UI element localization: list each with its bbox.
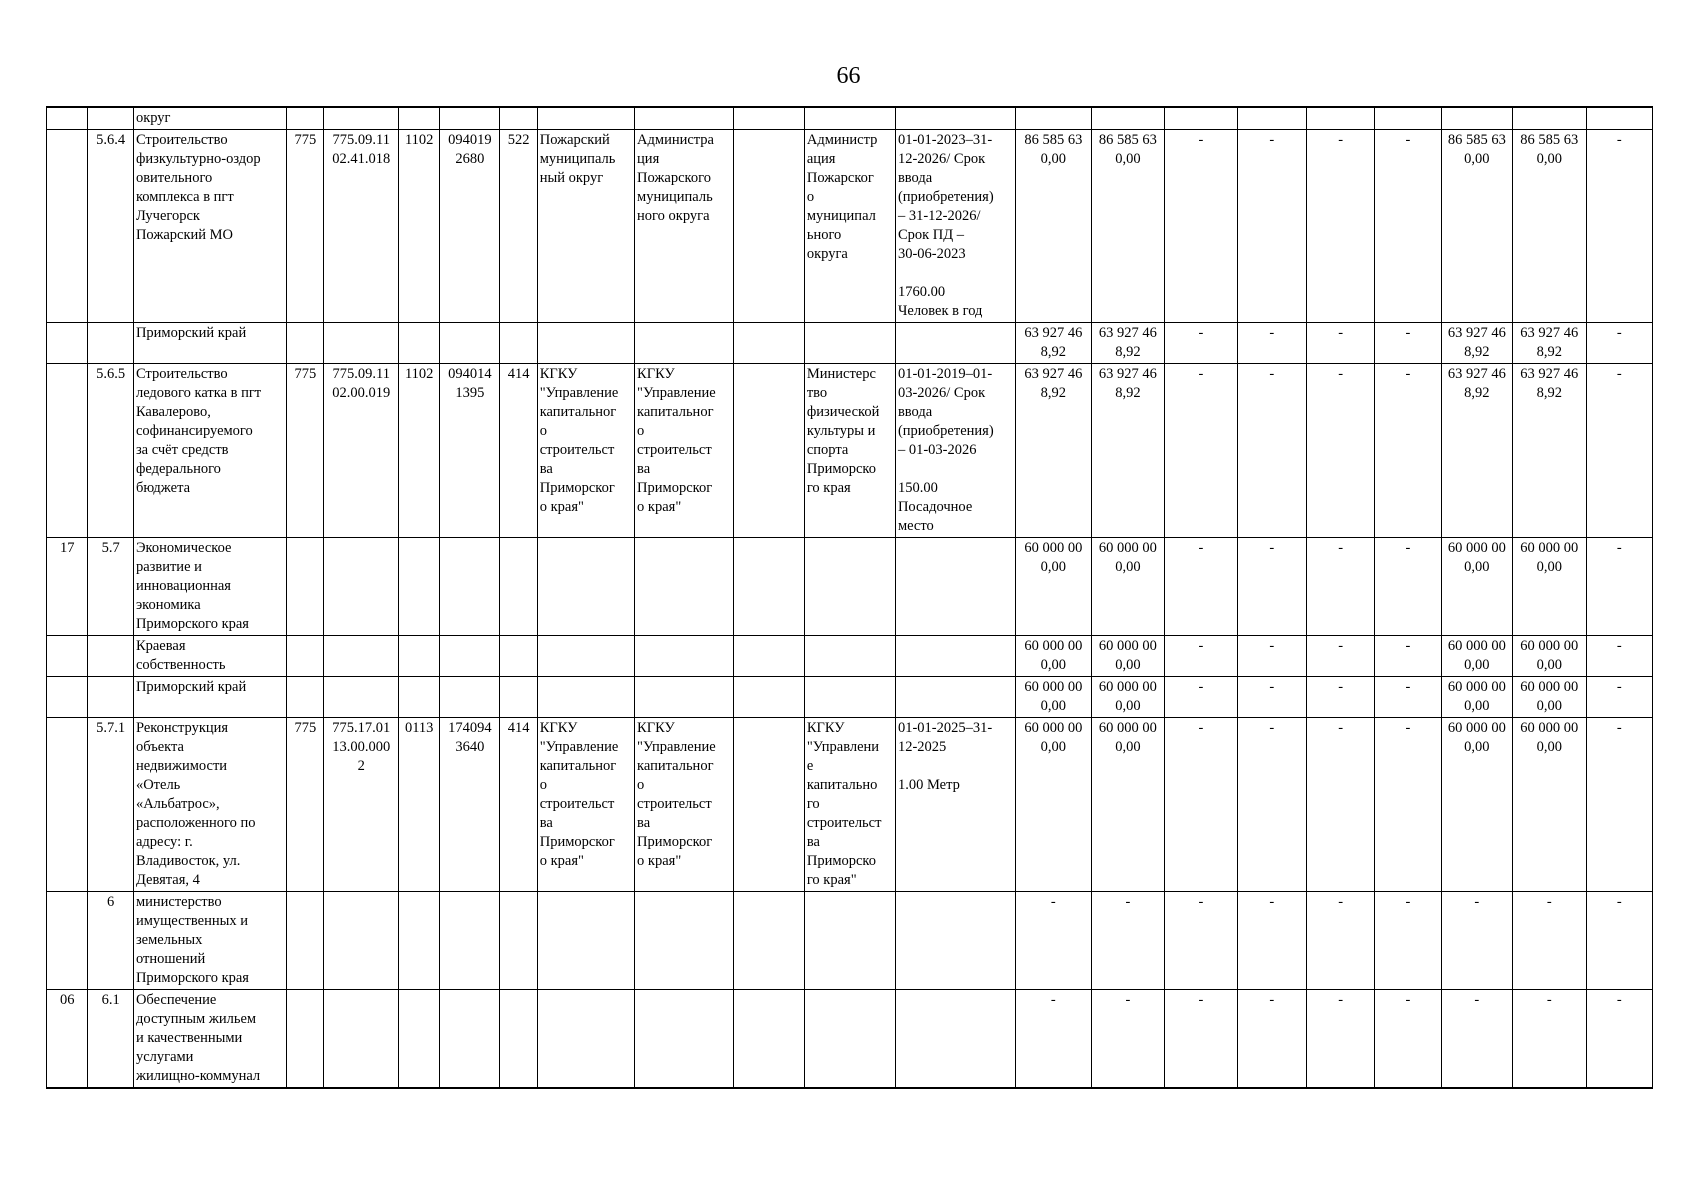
cell-term-and-capacity (895, 107, 1015, 130)
table-row (47, 364, 1653, 538)
cell-amount-8 (1513, 107, 1587, 130)
cell-amount-2 (1091, 107, 1165, 130)
cell-customer: КГКУ "Управление капитальног о строительст ва Приморског о края" (537, 718, 634, 892)
cell-object-name: Экономическое развитие и инновационная экономика Приморского края (133, 538, 286, 636)
cell-amount-7 (1441, 107, 1512, 130)
cell-expense-type (500, 323, 537, 364)
cell-amount-7: 60 000 00 0,00 (1441, 677, 1512, 718)
cell-amount-3 (1165, 107, 1237, 130)
cell-amount-7: 63 927 46 8,92 (1441, 323, 1512, 364)
cell-responsible-executor (804, 636, 895, 677)
cell-section-code (399, 538, 440, 636)
cell-amount-9: - (1586, 892, 1652, 990)
cell-customer (537, 990, 634, 1089)
cell-grbs-code (287, 107, 324, 130)
cell-row-number (47, 107, 88, 130)
cell-amount-2: 63 927 46 8,92 (1091, 364, 1165, 538)
cell-target-article: 775.09.11 02.41.018 (324, 130, 399, 323)
cell-term-and-capacity: 01-01-2019–01- 03-2026/ Срок ввода (приобретения) – 01-03-2026 150.00 Посадочное место (895, 364, 1015, 538)
cell-amount-8: 60 000 00 0,00 (1513, 677, 1587, 718)
cell-target-article: 775.09.11 02.00.019 (324, 364, 399, 538)
table-row (47, 892, 1653, 990)
cell-responsible-executor: Администр ация Пожарског о муниципал ьного округа (804, 130, 895, 323)
cell-amount-8: - (1513, 990, 1587, 1089)
cell-amount-3: - (1165, 364, 1237, 538)
cell-empty-column (734, 636, 804, 677)
cell-amount-2: 60 000 00 0,00 (1091, 538, 1165, 636)
cell-expense-type: 414 (500, 718, 537, 892)
cell-responsible-executor: Министерс тво физической культуры и спорта Приморско го края (804, 364, 895, 538)
cell-csr-code (440, 107, 500, 130)
cell-target-article (324, 677, 399, 718)
cell-amount-6: - (1375, 323, 1441, 364)
cell-csr-code: 094014 1395 (440, 364, 500, 538)
cell-expense-type (500, 538, 537, 636)
cell-amount-9: - (1586, 364, 1652, 538)
cell-target-article (324, 323, 399, 364)
cell-grbs-code (287, 892, 324, 990)
cell-csr-code (440, 892, 500, 990)
cell-item-code: 5.7 (88, 538, 134, 636)
cell-amount-4: - (1237, 677, 1306, 718)
cell-customer: Пожарский муниципаль ный округ (537, 130, 634, 323)
cell-section-code (399, 892, 440, 990)
cell-amount-1: - (1016, 990, 1092, 1089)
cell-row-number (47, 636, 88, 677)
cell-expense-type (500, 892, 537, 990)
cell-expense-type (500, 990, 537, 1089)
cell-object-name: Приморский край (133, 323, 286, 364)
cell-csr-code (440, 990, 500, 1089)
cell-row-number (47, 323, 88, 364)
cell-csr-code: 094019 2680 (440, 130, 500, 323)
cell-expense-type (500, 636, 537, 677)
cell-amount-7: - (1441, 892, 1512, 990)
cell-amount-7: 86 585 63 0,00 (1441, 130, 1512, 323)
cell-amount-1: 86 585 63 0,00 (1016, 130, 1092, 323)
cell-section-code (399, 323, 440, 364)
cell-amount-7: 60 000 00 0,00 (1441, 718, 1512, 892)
cell-object-name: Строительство ледового катка в пгт Кавалерово, софинансируемого за счёт средств федерального бюджета (133, 364, 286, 538)
cell-amount-5: - (1307, 323, 1375, 364)
cell-amount-9: - (1586, 677, 1652, 718)
cell-item-code (88, 323, 134, 364)
cell-amount-9: - (1586, 636, 1652, 677)
cell-amount-5: - (1307, 990, 1375, 1089)
cell-amount-1 (1016, 107, 1092, 130)
cell-object-name: округ (133, 107, 286, 130)
cell-csr-code (440, 677, 500, 718)
cell-amount-9: - (1586, 130, 1652, 323)
cell-term-and-capacity (895, 323, 1015, 364)
cell-amount-2: 60 000 00 0,00 (1091, 636, 1165, 677)
cell-section-code (399, 636, 440, 677)
table-row (47, 990, 1653, 1089)
cell-amount-5: - (1307, 677, 1375, 718)
cell-section-code: 1102 (399, 130, 440, 323)
cell-executor (635, 990, 734, 1089)
cell-amount-5: - (1307, 718, 1375, 892)
cell-amount-6: - (1375, 636, 1441, 677)
cell-row-number: 17 (47, 538, 88, 636)
cell-grbs-code (287, 323, 324, 364)
cell-customer (537, 636, 634, 677)
cell-row-number: 06 (47, 990, 88, 1089)
cell-amount-6: - (1375, 718, 1441, 892)
cell-empty-column (734, 990, 804, 1089)
cell-executor (635, 107, 734, 130)
cell-amount-5: - (1307, 892, 1375, 990)
cell-grbs-code (287, 677, 324, 718)
cell-amount-6: - (1375, 990, 1441, 1089)
cell-amount-2: 60 000 00 0,00 (1091, 718, 1165, 892)
cell-amount-6: - (1375, 538, 1441, 636)
cell-empty-column (734, 718, 804, 892)
cell-amount-1: - (1016, 892, 1092, 990)
cell-amount-8: - (1513, 892, 1587, 990)
cell-amount-1: 63 927 46 8,92 (1016, 364, 1092, 538)
cell-amount-2: - (1091, 892, 1165, 990)
cell-executor (635, 677, 734, 718)
cell-term-and-capacity (895, 990, 1015, 1089)
cell-amount-9: - (1586, 990, 1652, 1089)
cell-item-code: 6.1 (88, 990, 134, 1089)
cell-amount-3: - (1165, 718, 1237, 892)
cell-target-article (324, 636, 399, 677)
budget-table (46, 106, 1653, 1089)
cell-amount-6 (1375, 107, 1441, 130)
cell-grbs-code (287, 538, 324, 636)
cell-amount-8: 63 927 46 8,92 (1513, 323, 1587, 364)
cell-responsible-executor (804, 990, 895, 1089)
cell-target-article (324, 107, 399, 130)
cell-term-and-capacity (895, 892, 1015, 990)
cell-item-code: 5.7.1 (88, 718, 134, 892)
cell-amount-8: 60 000 00 0,00 (1513, 538, 1587, 636)
cell-executor (635, 636, 734, 677)
cell-amount-7: 60 000 00 0,00 (1441, 636, 1512, 677)
cell-amount-2: 60 000 00 0,00 (1091, 677, 1165, 718)
cell-empty-column (734, 364, 804, 538)
cell-amount-4: - (1237, 323, 1306, 364)
cell-executor (635, 323, 734, 364)
cell-amount-1: 63 927 46 8,92 (1016, 323, 1092, 364)
cell-grbs-code: 775 (287, 718, 324, 892)
cell-amount-9: - (1586, 538, 1652, 636)
cell-amount-4: - (1237, 538, 1306, 636)
cell-amount-2: 86 585 63 0,00 (1091, 130, 1165, 323)
cell-empty-column (734, 892, 804, 990)
cell-expense-type (500, 677, 537, 718)
cell-csr-code (440, 538, 500, 636)
cell-section-code: 1102 (399, 364, 440, 538)
cell-empty-column (734, 323, 804, 364)
cell-amount-6: - (1375, 364, 1441, 538)
cell-item-code: 5.6.5 (88, 364, 134, 538)
cell-expense-type: 522 (500, 130, 537, 323)
cell-amount-5: - (1307, 538, 1375, 636)
cell-term-and-capacity (895, 538, 1015, 636)
cell-csr-code (440, 323, 500, 364)
cell-amount-4: - (1237, 990, 1306, 1089)
cell-executor: КГКУ "Управление капитальног о строительст ва Приморског о края" (635, 718, 734, 892)
page-number: 66 (836, 63, 861, 89)
cell-target-article (324, 538, 399, 636)
cell-amount-3: - (1165, 323, 1237, 364)
cell-object-name: Краевая собственность (133, 636, 286, 677)
cell-amount-1: 60 000 00 0,00 (1016, 718, 1092, 892)
cell-executor: КГКУ "Управление капитальног о строительст ва Приморског о края" (635, 364, 734, 538)
cell-object-name: Приморский край (133, 677, 286, 718)
cell-customer (537, 538, 634, 636)
cell-amount-4 (1237, 107, 1306, 130)
cell-object-name: Строительство физкультурно-оздор овительного комплекса в пгт Лучегорск Пожарский МО (133, 130, 286, 323)
cell-amount-6: - (1375, 130, 1441, 323)
cell-section-code (399, 990, 440, 1089)
cell-customer (537, 677, 634, 718)
cell-amount-1: 60 000 00 0,00 (1016, 677, 1092, 718)
cell-amount-9 (1586, 107, 1652, 130)
cell-amount-3: - (1165, 636, 1237, 677)
cell-object-name: Реконструкция объекта недвижимости «Отель «Альбатрос», расположенного по адресу: г. Владивосток, ул. Девятая, 4 (133, 718, 286, 892)
cell-grbs-code: 775 (287, 130, 324, 323)
cell-amount-8: 60 000 00 0,00 (1513, 636, 1587, 677)
cell-executor (635, 538, 734, 636)
cell-object-name: министерство имущественных и земельных отношений Приморского края (133, 892, 286, 990)
cell-customer (537, 107, 634, 130)
cell-row-number (47, 718, 88, 892)
cell-target-article (324, 990, 399, 1089)
cell-csr-code (440, 636, 500, 677)
cell-target-article: 775.17.01 13.00.000 2 (324, 718, 399, 892)
cell-amount-7: 60 000 00 0,00 (1441, 538, 1512, 636)
cell-executor (635, 892, 734, 990)
table-row (47, 677, 1653, 718)
cell-row-number (47, 364, 88, 538)
table-row (47, 107, 1653, 130)
cell-customer (537, 892, 634, 990)
cell-row-number (47, 677, 88, 718)
cell-row-number (47, 892, 88, 990)
cell-empty-column (734, 107, 804, 130)
cell-amount-5: - (1307, 130, 1375, 323)
cell-amount-3: - (1165, 677, 1237, 718)
cell-responsible-executor (804, 107, 895, 130)
cell-section-code (399, 107, 440, 130)
cell-expense-type: 414 (500, 364, 537, 538)
cell-amount-5 (1307, 107, 1375, 130)
cell-term-and-capacity (895, 677, 1015, 718)
cell-amount-9: - (1586, 323, 1652, 364)
cell-responsible-executor: КГКУ "Управлени е капитально го строительст ва Приморско го края" (804, 718, 895, 892)
cell-target-article (324, 892, 399, 990)
cell-amount-1: 60 000 00 0,00 (1016, 538, 1092, 636)
cell-amount-4: - (1237, 718, 1306, 892)
cell-amount-7: 63 927 46 8,92 (1441, 364, 1512, 538)
cell-csr-code: 174094 3640 (440, 718, 500, 892)
cell-amount-3: - (1165, 892, 1237, 990)
cell-item-code: 6 (88, 892, 134, 990)
cell-amount-2: 63 927 46 8,92 (1091, 323, 1165, 364)
cell-amount-4: - (1237, 892, 1306, 990)
cell-empty-column (734, 130, 804, 323)
cell-amount-9: - (1586, 718, 1652, 892)
cell-item-code (88, 636, 134, 677)
cell-item-code (88, 677, 134, 718)
cell-amount-6: - (1375, 677, 1441, 718)
cell-empty-column (734, 677, 804, 718)
cell-amount-4: - (1237, 636, 1306, 677)
cell-amount-8: 86 585 63 0,00 (1513, 130, 1587, 323)
cell-customer: КГКУ "Управление капитальног о строительст ва Приморског о края" (537, 364, 634, 538)
table-row (47, 323, 1653, 364)
cell-amount-3: - (1165, 130, 1237, 323)
cell-item-code (88, 107, 134, 130)
cell-object-name: Обеспечение доступным жильем и качественными услугами жилищно-коммунал (133, 990, 286, 1089)
cell-customer (537, 323, 634, 364)
cell-amount-3: - (1165, 538, 1237, 636)
cell-amount-8: 63 927 46 8,92 (1513, 364, 1587, 538)
cell-section-code (399, 677, 440, 718)
cell-item-code: 5.6.4 (88, 130, 134, 323)
cell-amount-1: 60 000 00 0,00 (1016, 636, 1092, 677)
cell-section-code: 0113 (399, 718, 440, 892)
cell-term-and-capacity (895, 636, 1015, 677)
cell-row-number (47, 130, 88, 323)
table-row (47, 636, 1653, 677)
cell-grbs-code (287, 990, 324, 1089)
cell-amount-7: - (1441, 990, 1512, 1089)
cell-responsible-executor (804, 892, 895, 990)
cell-executor: Администра ция Пожарского муниципаль ного округа (635, 130, 734, 323)
cell-grbs-code (287, 636, 324, 677)
cell-empty-column (734, 538, 804, 636)
cell-amount-2: - (1091, 990, 1165, 1089)
table-row (47, 718, 1653, 892)
cell-responsible-executor (804, 677, 895, 718)
table-row (47, 130, 1653, 323)
cell-amount-5: - (1307, 364, 1375, 538)
table-row (47, 538, 1653, 636)
cell-amount-5: - (1307, 636, 1375, 677)
cell-amount-6: - (1375, 892, 1441, 990)
cell-amount-8: 60 000 00 0,00 (1513, 718, 1587, 892)
cell-responsible-executor (804, 538, 895, 636)
cell-amount-3: - (1165, 990, 1237, 1089)
cell-grbs-code: 775 (287, 364, 324, 538)
cell-responsible-executor (804, 323, 895, 364)
cell-expense-type (500, 107, 537, 130)
cell-amount-4: - (1237, 130, 1306, 323)
cell-term-and-capacity: 01-01-2025–31- 12-2025 1.00 Метр (895, 718, 1015, 892)
cell-term-and-capacity: 01-01-2023–31- 12-2026/ Срок ввода (приобретения) – 31-12-2026/ Срок ПД – 30-06-2023 1760.00 Человек в год (895, 130, 1015, 323)
cell-amount-4: - (1237, 364, 1306, 538)
